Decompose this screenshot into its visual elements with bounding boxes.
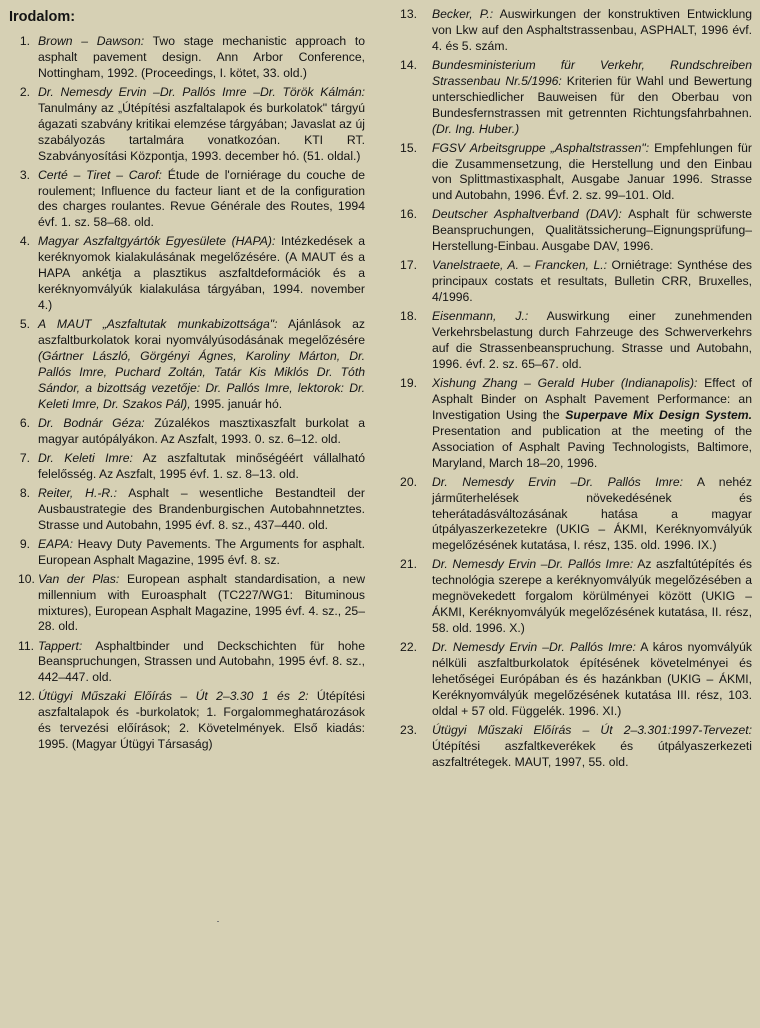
reference-text: European asphalt standardisation, a new millennium with Euroasphalt (TC227/WG1: Bituminous mixtures), European Asphalt Magazine, 1995 évf. 4. sz., 25–28. old. [38,571,365,634]
reference-number: 9. [19,536,30,551]
reference-item [18,639,365,687]
reference-list-right [398,7,752,774]
reference-body [38,416,365,448]
reference-body [432,557,752,637]
reference-author: Dr. Nemesdy Ervin –Dr. Pallós Imre: [432,640,636,655]
reference-body [38,451,365,483]
reference-item [398,141,752,205]
reference-body [38,572,365,636]
reference-author: EAPA: [38,536,73,551]
page-title: Irodalom: [9,9,76,25]
reference-body [432,58,752,138]
reference-item [398,7,752,55]
reference-body [38,168,365,232]
reference-number: 20. [400,474,417,489]
reference-number: 4. [19,234,30,249]
reference-number: 1. [19,34,30,48]
reference-author: Xishung Zhang – Gerald Huber (Indianapolis): [432,376,698,391]
reference-number: 3. [19,167,30,182]
reference-item [18,85,365,165]
reference-author: Van der Plas: [38,571,120,586]
reference-author: A MAUT „Aszfaltutak munkabizottsága": [38,317,278,332]
reference-number: 2. [19,84,30,99]
reference-number: 7. [19,450,30,465]
reference-author: Dr. Keleti Imre: [38,450,133,465]
reference-body [38,486,365,534]
reference-item [18,451,365,483]
reference-number: 12. [18,689,35,704]
reference-author: Magyar Aszfaltgyártók Egyesülete (HAPA): [38,234,276,249]
reference-author: Deutscher Asphaltverband (DAV): [432,207,622,222]
reference-author: Vanelstraete, A. – Francken, L.: [432,258,608,273]
reference-item [398,475,752,555]
reference-author: Tappert: [38,638,83,653]
reference-italic-text: (Gártner László, Görgényi Ágnes, Karoliny Márton, Dr. Pallós Imre, Puchard Zoltán, Tatár Kis Miklós Dr. Tóth Sándor, a bizottság vezetője: Dr. Pallós Imre, lektorok: Dr. Keleti Imre, Dr. Szakos Pál), [38,348,365,411]
reference-author: Útügyi Műszaki Előírás – Út 2–3.30 1 és 2: [38,689,309,704]
reference-body [432,207,752,255]
reference-author: Dr. Nemesdy Ervin –Dr. Pallós Imre: [432,474,684,489]
page-dot [217,921,219,922]
reference-author: Dr. Nemesdy Ervin –Dr. Pallós Imre –Dr. Török Kálmán: [38,84,365,99]
reference-body [38,85,365,165]
reference-number: 11. [18,638,35,653]
reference-number: 19. [400,376,417,391]
reference-number: 17. [400,258,417,273]
reference-item [398,58,752,138]
reference-author: Útügyi Műszaki Előírás – Út 2–3.301:1997-Tervezet: [432,722,752,737]
reference-body [432,640,752,720]
reference-number: 15. [400,140,417,155]
reference-body [432,7,752,55]
reference-number: 16. [400,207,417,222]
reference-text: Auswirkung einer zunehmenden Verkehrsbelastung durch Fahrzeuge des Schwerverkehrs auf die Strassenbeanspruchung. Strasse und Autobahn, 1996. évf. 2. sz. 65–67. old. [432,309,752,371]
reference-text: 1995. január hó. [190,396,283,411]
reference-text: A nehéz járműterhelések növekedésének és teherátadásváltozásának hatása a magyar útpályaszerkezetekre (UKIG – ÁKMI, Keréknyomvályúk megelőzésének kutatása, I. rész, 135. old. 1996. IX.) [432,474,753,553]
reference-item [18,317,365,412]
reference-body [432,475,752,555]
reference-item [398,376,752,471]
reference-text: Kriterien für Wahl und Bewertung unterschiedlicher Bauweisen für den Oberbau von Bundesfernstrassen mit getrennten Richtungsfahrbahnen. [432,73,752,120]
reference-body [432,258,752,306]
reference-text: Presentation and publication at the meeting of the Association of Asphalt Paving Technologists, Baltimore, Maryland, March 18–20, 1996. [432,423,752,470]
reference-author: Certé – Tiret – Carof: [38,167,162,182]
reference-item [18,234,365,314]
reference-author: Bundesministerium für Verkehr, Rundschreiben Strassenbau Nr.5/1996: [432,57,752,88]
reference-number: 22. [400,640,417,655]
reference-body [38,317,365,412]
reference-text: Útépítési aszfaltkeverékek és útpályaszerkezeti aszfaltrétegek. MAUT, 1997, 55. old. [432,738,752,769]
reference-list-left [18,34,365,756]
reference-body [432,376,752,471]
reference-text: A káros nyomvályúk nélküli aszfaltburkolatok építésének követelményei és lehetőségei Európában és és hazánkban (UKIG – ÁKMI, Keréknyomvályúk megelőzésének kutatása III. rész, 103. oldal + 57 old. Függelék. 1996. XI.) [432,640,752,718]
reference-text: Étude de l'orniérage du couche de roulement; Influence du facteur liant et de la configuration des charges roulantes. Revue Générale des Routes, 1994 évf. 1. sz. 58–68. old. [38,167,365,230]
reference-item [398,557,752,637]
reference-body [38,537,365,569]
reference-author: Dr. Nemesdy Ervin –Dr. Pallós Imre: [432,557,634,572]
reference-text: Asphalt für schwerste Beanspruchungen, Qualitätssicherung–Eignungsprüfung–Herstellung-Einbau. Ausgabe DAV, 1996. [432,207,752,254]
reference-author: Brown – Dawson: [38,34,145,48]
reference-item [18,537,365,569]
reference-number: 6. [19,415,30,430]
reference-text: Asphaltbinder und Deckschichten für hohe Beanspruchungen, Strassen und Autobahn, 1995 évf. 8. sz., 442–447. old. [38,638,365,685]
reference-bold-italic-text: Superpave Mix Design System. [565,407,752,422]
reference-number: 14. [400,57,417,72]
reference-body [38,689,365,753]
reference-body [432,723,752,771]
reference-author: Becker, P.: [432,7,494,21]
reference-text: Two stage mechanistic approach to asphalt pavement design. Ann Arbor Conference, Nottingham, 1992. (Proceedings, I. kötet, 33. old.) [38,34,365,80]
reference-number: 8. [19,485,30,500]
reference-number: 23. [400,722,417,737]
reference-item [18,572,365,636]
reference-number: 13. [400,7,417,21]
reference-item [398,723,752,771]
reference-text: Útépítési aszfaltalapok és -burkolatok; 1. Forgalommeghatározások és tervezési előírások; 2. Követelmények. Első kiadás: 1995. (Magyar Útügyi Társaság) [38,689,366,752]
reference-item [18,486,365,534]
reference-author: Eisenmann, J.: [432,309,529,324]
reference-body [38,34,365,82]
reference-body [432,141,752,205]
reference-item [398,309,752,373]
reference-item [18,34,365,82]
reference-number: 21. [400,557,417,572]
reference-text: Zúzalékos masztixaszfalt burkolat a magyar autópályákon. Az Aszfalt, 1993. 0. sz. 6–12. old. [38,415,365,446]
reference-text: Effect of Asphalt Binder on Asphalt Pavement Performance: an Investigation Using the [432,376,753,422]
reference-author: FGSV Arbeitsgruppe „Asphaltstrassen": [432,140,650,155]
reference-text: Tanulmány az „Útépítési aszfaltalapok és burkolatok" tárgyú ágazati szabvány kritikai elemzése tárgyában; Javaslat az új szabályozás tartalmára vonatkozóan. KTI RT. Szabványosítási Központja, 1993. december hó. (51. oldal.) [38,100,365,163]
reference-number: 18. [400,309,417,324]
reference-text: Intézkedések a keréknyomok kialakulásának megelőzésére. (A MAUT és a HAPA ankétja a plasztikus aszfaltdeformációk és a keréknyomvályúk kialakulása tárgyában, 1994. november 4.) [38,234,365,313]
reference-author: Reiter, H.-R.: [38,485,117,500]
reference-item [18,168,365,232]
reference-text: Orniétrage: Synthése des principaux costats et resultats, Bulletin CRR, Bruxelles, 4/1996. [432,258,752,305]
reference-item [18,416,365,448]
reference-body [38,639,365,687]
reference-text: Heavy Duty Pavements. The Arguments for asphalt. European Asphalt Magazine, 1995 évf. 8. sz. [38,536,365,567]
reference-text: Az aszfaltútépítés és technológia szerepe a keréknyomvályúk megelőzésében a megnövekedett forgalom körülményei között (UKIG – ÁKMI, Keréknyomvályúk megelőzésének kutatása, II. rész, 58. old. 1996. X.) [432,557,752,636]
reference-author: Dr. Bodnár Géza: [38,415,145,430]
reference-italic-text: (Dr. Ing. Huber.) [432,121,520,136]
reference-item [398,258,752,306]
reference-text: Auswirkungen der konstruktiven Entwicklung von Lkw auf den Asphaltstrassenbau, ASPHALT, 1996 évf. 4. és 5. szám. [432,7,753,53]
reference-item [398,640,752,720]
reference-text: Asphalt – wesentliche Bestandteil der Ausbaustrategie des Brandenburgischen Autobahnnetztes. Strasse und Autobahn, 1995 évf. 8. sz., 437–440. old. [38,485,365,532]
reference-text: Empfehlungen für die Zusammensetzung, die Herstellung und den Einbau von Splittmastixasphalt, Ausgabe Januar 1996. Strasse und Autobahn, 1996. Évf. 2. sz. 99–101. Old. [432,140,752,203]
reference-number: 5. [19,317,30,332]
reference-text: Az aszfaltutak minőségéért vállalható felelősség. Az Aszfalt, 1995 évf. 1. sz. 8–13. old. [38,450,365,481]
reference-item [18,689,365,753]
reference-number: 10. [18,571,35,586]
reference-text: Ajánlások az aszfaltburkolatok korai nyomvályúsodásának megelőzésére [38,317,365,348]
reference-item [398,207,752,255]
reference-body [38,234,365,314]
reference-body [432,309,752,373]
